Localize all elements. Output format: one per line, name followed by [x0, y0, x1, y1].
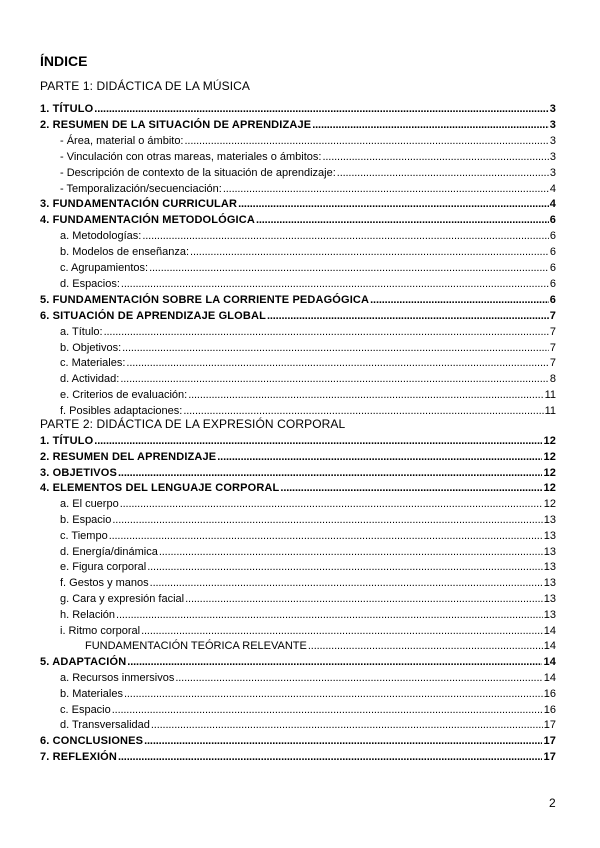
toc-entry-title: a. Recursos inmersivos	[60, 672, 175, 684]
toc-entry[interactable]	[40, 733, 556, 749]
toc-entry-page: 7	[549, 341, 556, 354]
toc-entry-page: 14	[543, 672, 556, 684]
toc-entry-title: 2. RESUMEN DEL APRENDIZAJE	[40, 450, 217, 463]
toc-entry[interactable]	[40, 101, 556, 117]
toc-entry-page: 6	[549, 246, 556, 259]
toc-entry[interactable]	[40, 260, 556, 276]
toc-entry-title: c. Espacio	[60, 703, 111, 716]
toc-dot-leader	[150, 575, 543, 591]
toc-dot-leader	[144, 733, 542, 749]
toc-entry-page: 12	[543, 450, 556, 463]
toc-dot-leader	[280, 480, 542, 496]
toc-entry-title: - Vinculación con otras mareas, materiales o ámbitos:	[60, 150, 322, 163]
toc-entry-title: 3. OBJETIVOS	[40, 466, 117, 479]
toc-entry[interactable]	[40, 465, 556, 481]
toc-entry-page: 13	[543, 608, 556, 621]
toc-entry-title: c. Tiempo	[60, 529, 108, 542]
toc-entry[interactable]	[40, 654, 556, 670]
toc-dot-leader	[142, 228, 549, 244]
toc-entry-title: h. Relación	[60, 608, 116, 621]
toc-entry-page: 16	[543, 703, 556, 716]
toc-entry-page: 7	[549, 309, 556, 322]
toc-dot-leader	[126, 355, 548, 371]
toc-dot-leader	[147, 559, 543, 575]
toc-dot-leader	[112, 512, 542, 528]
toc-dot-leader	[94, 433, 542, 449]
toc-entry-page: 17	[543, 735, 556, 748]
toc-entry-title: - Área, material o ámbito:	[60, 134, 184, 147]
toc-entry-title: e. Figura corporal	[60, 561, 147, 574]
toc-entry[interactable]	[40, 749, 556, 765]
toc-entry[interactable]	[40, 196, 556, 212]
toc-entry[interactable]	[40, 308, 556, 324]
toc-entry[interactable]	[40, 702, 556, 718]
toc-entry[interactable]	[40, 480, 556, 496]
toc-entry[interactable]	[40, 433, 556, 449]
toc-entry-page: 3	[549, 118, 556, 131]
toc-entry-page: 12	[543, 466, 556, 479]
toc-dot-leader	[120, 496, 543, 512]
toc-dot-leader	[127, 654, 542, 670]
toc-entry-title: d. Actividad:	[60, 373, 120, 386]
toc-entry-title: a. Título:	[60, 325, 103, 338]
toc-dot-leader	[141, 623, 543, 639]
toc-entry-title: 4. FUNDAMENTACIÓN METODOLÓGICA	[40, 214, 255, 227]
toc-dot-leader	[185, 591, 543, 607]
toc-entry[interactable]	[40, 528, 556, 544]
toc-dot-leader	[267, 308, 549, 324]
toc-dot-leader	[188, 387, 543, 403]
toc-entry-page: 12	[543, 498, 556, 511]
toc-entry-title: i. Ritmo corporal	[60, 624, 141, 637]
toc-dot-leader	[217, 449, 542, 465]
toc-entry[interactable]	[40, 355, 556, 371]
page-number: 2	[549, 796, 556, 810]
toc-entry-title: a. El cuerpo	[60, 498, 119, 511]
toc-entry[interactable]	[40, 512, 556, 528]
toc-entry-title: f. Posibles adaptaciones:	[60, 405, 183, 418]
toc-entry[interactable]	[40, 117, 556, 133]
toc-entry-page: 3	[549, 134, 556, 147]
toc-entry[interactable]	[40, 717, 556, 733]
toc-entry-page: 13	[543, 561, 556, 574]
toc-entry-title: c. Agrupamientos:	[60, 262, 149, 274]
toc-dot-leader	[94, 101, 548, 117]
toc-entry-page: 6	[549, 277, 556, 290]
toc-entry[interactable]	[40, 686, 556, 702]
toc-entry-title: e. Criterios de evaluación:	[60, 389, 188, 402]
toc-dot-leader	[238, 196, 549, 212]
toc-entry-page: 3	[549, 166, 556, 179]
toc-entry-title: f. Gestos y manos	[60, 577, 149, 590]
toc-entry-page: 11	[544, 389, 556, 402]
toc-entry-page: 14	[543, 624, 556, 637]
toc-entry-title: 7. REFLEXIÓN	[40, 751, 117, 763]
part-1-title: PARTE 1: DIDÁCTICA DE LA MÚSICA	[40, 79, 251, 93]
toc-entry-title: FUNDAMENTACIÓN TEÓRICA RELEVANTE	[85, 640, 307, 653]
toc-dot-leader	[118, 749, 542, 765]
toc-dot-leader	[116, 607, 543, 623]
toc-entry-title: 1. TÍTULO	[40, 103, 94, 115]
toc-entry-page: 4	[549, 182, 556, 195]
toc-entry-page: 13	[543, 593, 556, 605]
toc-entry[interactable]	[40, 623, 556, 639]
toc-entry-page: 7	[549, 325, 556, 338]
toc-dot-leader	[223, 181, 549, 197]
toc-entry-page: 3	[549, 103, 556, 115]
toc-dot-leader	[185, 133, 549, 149]
toc-entry-title: 6. SITUACIÓN DE APRENDIZAJE GLOBAL	[40, 309, 266, 322]
toc-entry-page: 14	[543, 656, 556, 669]
toc-dot-leader	[308, 638, 543, 654]
toc-dot-leader	[151, 717, 543, 733]
toc-entry-page: 6	[549, 214, 556, 227]
toc-entry-title: - Descripción de contexto de la situación de aprendizaje:	[60, 166, 336, 179]
toc-entry[interactable]	[40, 670, 556, 686]
toc-entry-title: b. Modelos de enseñanza:	[60, 246, 190, 259]
toc-entry-page: 16	[543, 687, 556, 700]
toc-entry[interactable]	[40, 607, 556, 623]
toc-dot-leader	[312, 117, 549, 133]
toc-entry-title: 6. CONCLUSIONES	[40, 735, 144, 748]
toc-entry[interactable]	[40, 324, 556, 340]
toc-entry-page: 12	[543, 435, 556, 447]
toc-entry-title: d. Espacios:	[60, 277, 120, 290]
toc-entry-title: 5. FUNDAMENTACIÓN SOBRE LA CORRIENTE PEDAGÓGICA	[40, 293, 370, 306]
toc-entry-page: 13	[543, 514, 556, 526]
toc-entry-title: b. Materiales	[60, 687, 123, 700]
toc-entry-title: b. Objetivos:	[60, 341, 122, 354]
toc-dot-leader	[370, 292, 549, 308]
toc-entry[interactable]	[40, 449, 556, 465]
toc-entry-page: 6	[549, 262, 556, 274]
toc-entry[interactable]	[40, 559, 556, 575]
toc-entry[interactable]	[40, 276, 556, 292]
toc-entry-title: 5. ADAPTACIÓN	[40, 656, 127, 669]
part-2-title: PARTE 2: DIDÁCTICA DE LA EXPRESIÓN CORPORAL	[40, 417, 346, 431]
toc-dot-leader	[104, 324, 549, 340]
toc-entry-page: 17	[543, 719, 556, 732]
toc-entry-page: 6	[549, 293, 556, 306]
toc-dot-leader	[118, 465, 542, 481]
toc-entry-page: 13	[543, 545, 556, 558]
toc-entry-title: 4. ELEMENTOS DEL LENGUAJE CORPORAL	[40, 482, 280, 495]
toc-entry[interactable]	[40, 575, 556, 591]
toc-entry[interactable]	[40, 371, 556, 387]
toc-dot-leader	[175, 670, 542, 686]
toc-dot-leader	[112, 702, 543, 718]
toc-dot-leader	[159, 544, 543, 560]
toc-entry-page: 4	[549, 198, 556, 211]
toc-dot-leader	[322, 149, 548, 165]
index-heading: ÍNDICE	[40, 53, 88, 69]
toc-entry[interactable]	[40, 638, 556, 654]
toc-entry[interactable]	[40, 544, 556, 560]
toc-entry[interactable]	[40, 228, 556, 244]
toc-entry-page: 13	[543, 529, 556, 542]
toc-entry[interactable]	[40, 496, 556, 512]
toc-entry[interactable]	[40, 244, 556, 260]
toc-entry-page: 7	[549, 357, 556, 370]
toc-dot-leader	[124, 686, 543, 702]
toc-dot-leader	[337, 165, 549, 181]
toc-entry-page: 8	[549, 373, 556, 386]
toc-entry[interactable]	[40, 387, 556, 403]
toc-entry-page: 14	[543, 640, 556, 653]
toc-dot-leader	[122, 340, 549, 356]
toc-entry-page: 3	[549, 150, 556, 163]
toc-entry[interactable]	[40, 181, 556, 197]
toc-dot-leader	[190, 244, 549, 260]
toc-entry[interactable]	[40, 165, 556, 181]
toc-entry-title: c. Materiales:	[60, 357, 126, 370]
toc-entry-page: 12	[543, 482, 556, 495]
toc-entry-page: 11	[544, 405, 556, 418]
toc-entry-title: 2. RESUMEN DE LA SITUACIÓN DE APRENDIZAJE	[40, 118, 312, 131]
toc-entry[interactable]	[40, 212, 556, 228]
toc-entry-page: 6	[549, 230, 556, 243]
toc-dot-leader	[256, 212, 549, 228]
toc-entry[interactable]	[40, 340, 556, 356]
toc-entry-page: 13	[543, 577, 556, 590]
toc-entry-title: 1. TÍTULO	[40, 435, 94, 447]
toc-dot-leader	[121, 276, 549, 292]
toc-dot-leader	[109, 528, 543, 544]
toc-entry-title: g. Cara y expresión facial	[60, 593, 185, 605]
toc-entry-title: d. Energía/dinámica	[60, 545, 158, 558]
toc-entry[interactable]	[40, 591, 556, 607]
toc-entry-title: 3. FUNDAMENTACIÓN CURRICULAR	[40, 198, 238, 211]
toc-dot-leader	[149, 260, 549, 276]
toc-entry[interactable]	[40, 133, 556, 149]
toc-dot-leader	[120, 371, 549, 387]
toc-entry-title: a. Metodologías:	[60, 230, 142, 243]
toc-entry-title: b. Espacio	[60, 514, 112, 526]
toc-entry-title: d. Transversalidad	[60, 719, 150, 732]
toc-entry[interactable]	[40, 149, 556, 165]
toc-entry[interactable]	[40, 292, 556, 308]
toc-entry-title: - Temporalización/secuenciación:	[60, 182, 222, 195]
toc-entry-page: 17	[543, 751, 556, 763]
